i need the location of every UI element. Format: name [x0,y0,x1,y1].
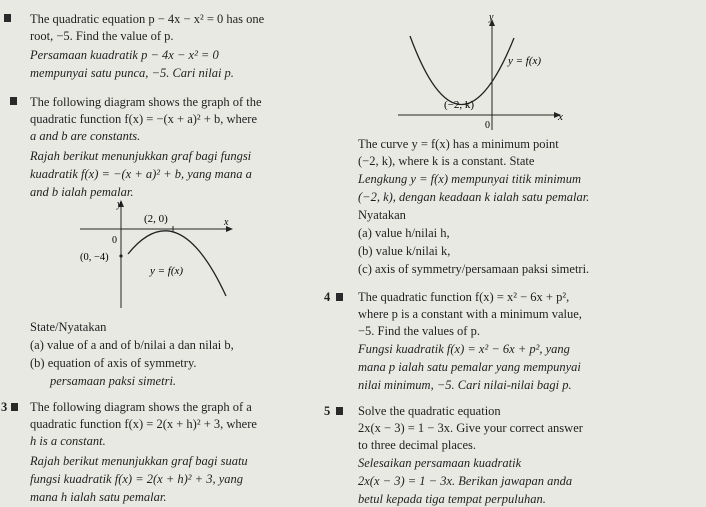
q3-malay-line3: mana h ialah satu pemalar. [30,490,167,504]
q2-english-line2: root, −5. Find the value of p. [30,29,174,43]
q5-english-line1: Solve the quadratic equation [358,404,501,418]
q-right-malay-line1: Lengkung y = f(x) mempunyai titik minimum [358,172,581,186]
q4-english-line3: −5. Find the values of p. [358,324,480,338]
q-mid-malay-line2: kuadratik f(x) = −(x + a)² + b, yang mana a [30,167,252,181]
y-axis-label: y [489,12,494,23]
part-b: (b) equation of axis of symmetry. [30,356,197,370]
q-mid-malay-line3: and b ialah pemalar. [30,185,134,199]
x-axis-label: x [558,111,563,123]
question-number: 3 [1,400,8,414]
q3-english-line2: quadratic function f(x) = 2(x + h)² + 3, where [30,417,257,431]
x-axis-label: x [224,217,229,228]
q-mid-english-line2: quadratic function f(x) = −(x + a)² + b, where [30,112,258,126]
question-marker [336,293,343,301]
part-a: (a) value of a and of b/nilai a dan nilai b, [30,338,234,352]
curve-label: y = f(x) [150,265,184,277]
question-marker [336,407,343,415]
q4-malay-line3: nilai minimum, −5. Cari nilai-nilai bagi p. [358,378,572,392]
q4-malay-line1: Fungsi kuadratik f(x) = x² − 6x + p², yang [358,342,570,356]
question-number: 5 [324,404,331,418]
question-number: 4 [324,290,331,304]
q5-malay-line1: Selesaikan persamaan kuadratik [358,456,522,470]
q2-malay-line1: Persamaan kuadratik p − 4x − x² = 0 [30,48,219,62]
q-mid-malay-line1: Rajah berikut menunjukkan graf bagi fungsi [30,149,252,163]
state-heading: State/Nyatakan [30,320,107,334]
q3-english-line1: The following diagram shows the graph of a [30,400,252,414]
q2-english-line1: The quadratic equation p − 4x − x² = 0 has one [30,12,265,26]
q4-english-line2: where p is a constant with a minimum value, [358,307,582,321]
curve-label: y = f(x) [508,55,542,67]
q2-malay-line2: mempunyai satu punca, −5. Cari nilai p. [30,66,234,80]
part-a: (a) value h/nilai h, [358,226,450,240]
q5-english-line2: 2x(x − 3) = 1 − 3x. Give your correct answer [358,421,583,435]
q5-english-line3: to three decimal places. [358,438,476,452]
q-right-english-line1: The curve y = f(x) has a minimum point [358,137,559,151]
question-marker [11,403,18,411]
q4-english-line1: The quadratic function f(x) = x² − 6x + p², [358,290,570,304]
min-point-label: (−2, k) [444,99,475,111]
q-mid-english-line3: a and b are constants. [30,129,141,143]
q-mid-english-line1: The following diagram shows the graph of the [30,95,262,109]
q3-malay-line1: Rajah berikut menunjukkan graf bagi suatu [30,454,248,468]
q-right-english-line2: (−2, k), where k is a constant. State [358,154,535,168]
part-b-malay: persamaan paksi simetri. [50,374,177,388]
y-axis-label: y [117,199,122,210]
question-marker [4,14,11,22]
state-heading: Nyatakan [358,208,406,222]
part-b: (b) value k/nilai k, [358,244,451,258]
q3-malay-line2: fungsi kuadratik f(x) = 2(x + h)² + 3, yang [30,472,244,486]
max-point-label: (2, 0) [144,213,168,225]
min-parabola-graph [398,12,588,134]
origin-label: 0 [485,120,490,131]
max-parabola-graph [78,198,243,310]
q-right-malay-line2: (−2, k), dengan keadaan k ialah satu pemalar. [358,190,590,204]
origin-label: 0 [112,235,117,246]
y-intercept-label: (0, −4) [80,252,109,263]
part-c: (c) axis of symmetry/persamaan paksi simetri. [358,262,590,276]
q5-malay-line3: betul kepada tiga tempat perpuluhan. [358,492,546,506]
q5-malay-line2: 2x(x − 3) = 1 − 3x. Berikan jawapan anda [358,474,573,488]
q3-english-line3: h is a constant. [30,434,106,448]
q4-malay-line2: mana p ialah satu pemalar yang mempunyai [358,360,581,374]
question-marker [10,97,17,105]
